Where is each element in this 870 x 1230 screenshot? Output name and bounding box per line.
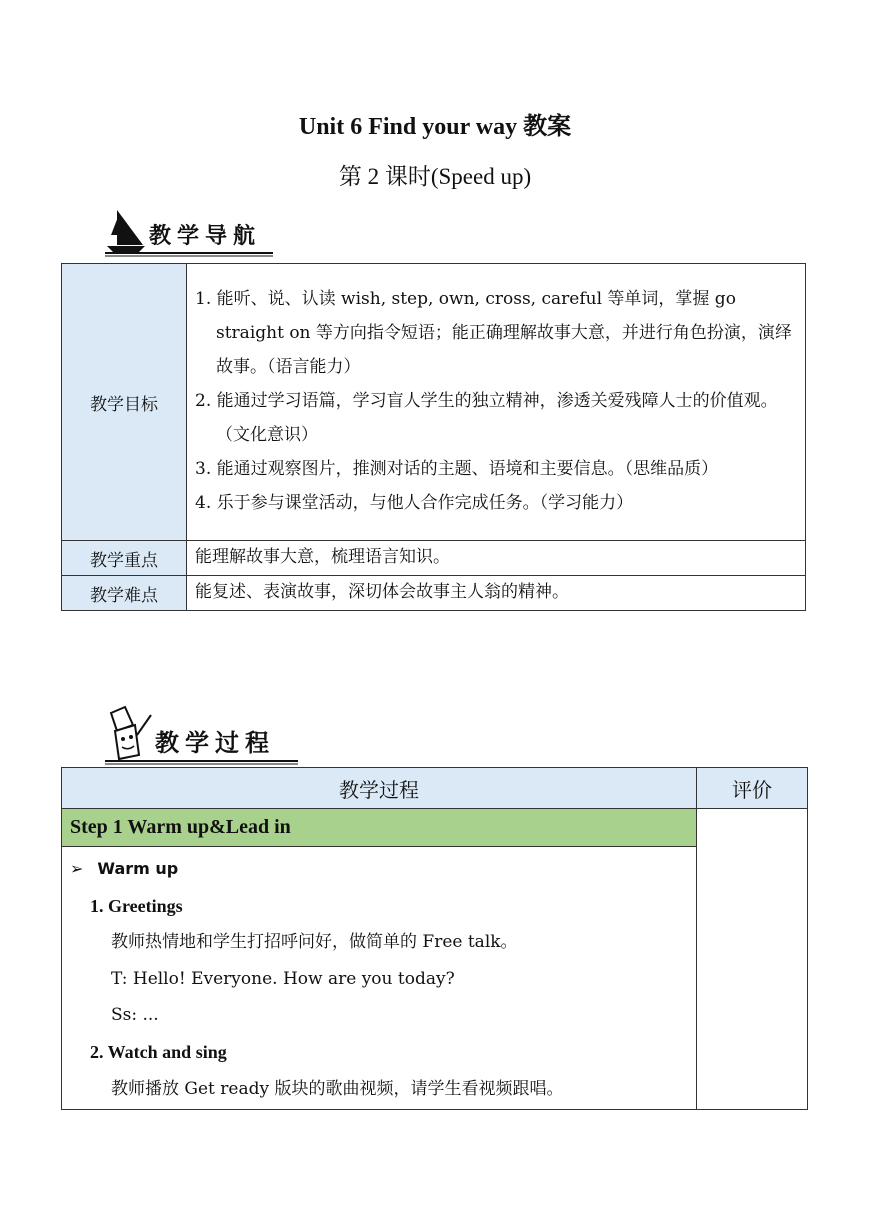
goal-item: 3. 能通过观察图片，推测对话的主题、语境和主要信息。（思维品质） xyxy=(195,459,719,479)
key-points-label: 教学重点 xyxy=(62,541,187,576)
evaluation-header: 评价 xyxy=(697,768,808,809)
document-title: Unit 6 Find your way 教案 xyxy=(298,114,572,140)
process-header: 教学过程 xyxy=(62,768,697,809)
warmup-heading xyxy=(70,851,688,888)
banner-label: 教学过程 xyxy=(155,729,275,757)
key-points-text: 能理解故事大意，梳理语言知识。 xyxy=(187,541,806,576)
students-line: Ss: ... xyxy=(111,1005,159,1026)
difficulty-text: 能复述、表演故事，深切体会故事主人翁的精神。 xyxy=(187,576,806,611)
document-subtitle: 第 2 课时(Speed up) xyxy=(338,164,532,189)
greetings-description: 教师热情地和学生打招呼问好，做简单的 Free talk。 xyxy=(111,932,518,953)
teaching-navigation-banner xyxy=(103,205,275,257)
banner-label: 教学导航 xyxy=(149,224,262,249)
difficulty-label: 教学难点 xyxy=(62,576,187,611)
teaching-navigation-table xyxy=(61,263,806,611)
step-title: Step 1 Warm up&Lead in xyxy=(62,809,697,847)
teaching-process-banner xyxy=(103,705,300,765)
goal-item: 1. 能听、说、认读 wish, step, own, cross, careful 等单词，掌握 go straight on 等方向指令短语；能正确理解故事大意，并进行角色扮演，演绎故事。（语言能力） xyxy=(195,289,792,377)
arrow-bullet-icon: ➢ xyxy=(70,859,84,878)
goals-label: 教学目标 xyxy=(62,264,187,541)
evaluation-cell xyxy=(697,809,808,1110)
teacher-line: T: Hello! Everyone. How are you today? xyxy=(111,968,455,989)
warmup-label: Warm up xyxy=(97,859,179,878)
teaching-process-table xyxy=(61,767,808,1110)
greetings-heading: 1. Greetings xyxy=(90,895,183,916)
watch-sing-description: 教师播放 Get ready 版块的歌曲视频，请学生看视频跟唱。 xyxy=(111,1078,564,1099)
goals-cell xyxy=(187,264,806,541)
goal-item: 2. 能通过学习语篇，学习盲人学生的独立精神，渗透关爱残障人士的价值观。（文化意识） xyxy=(195,391,778,445)
watch-sing-heading: 2. Watch and sing xyxy=(90,1041,227,1062)
step-content xyxy=(62,847,697,1110)
goal-item: 4. 乐于参与课堂活动，与他人合作完成任务。（学习能力） xyxy=(195,493,634,513)
